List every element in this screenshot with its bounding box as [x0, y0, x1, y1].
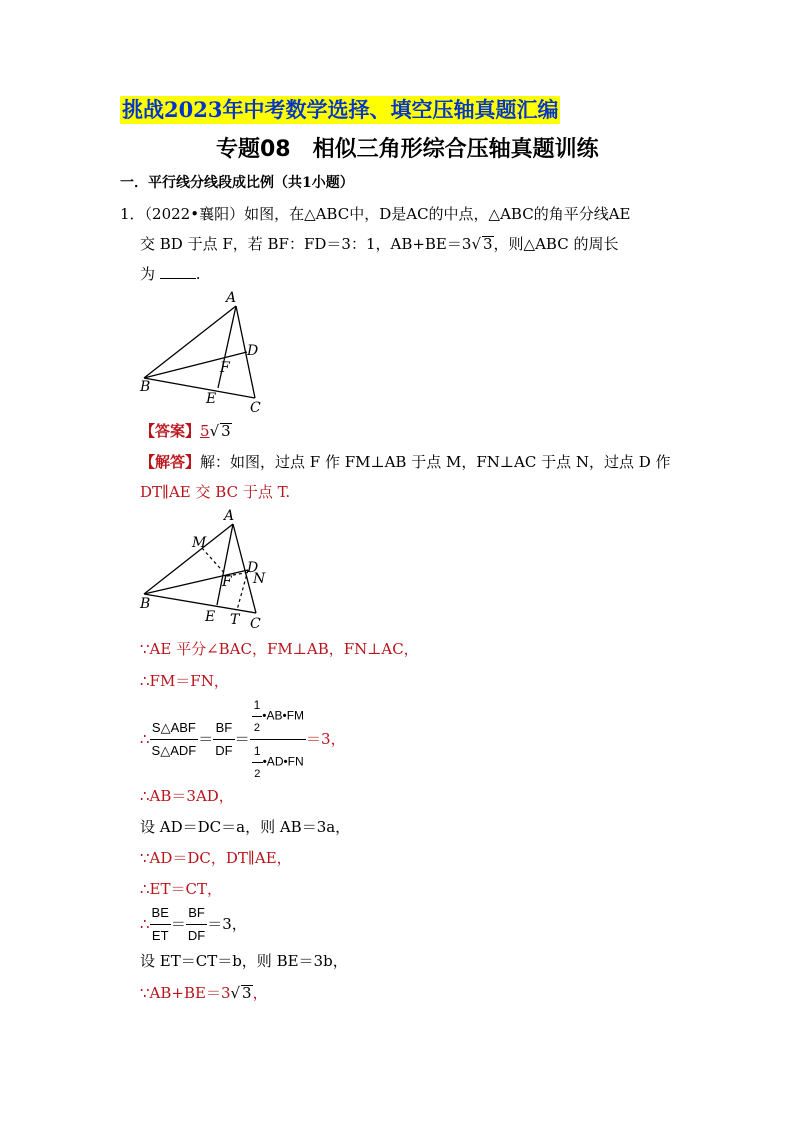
label-N: N: [253, 571, 266, 587]
step-7: ∴ET＝CT，: [140, 880, 222, 898]
fraction-half-products: $\frac{1}{2}$ •AB•FM $\frac{1}{2}$ •AD•FN: [250, 694, 306, 785]
solution-line-1: [140, 451, 671, 473]
step-3-area-ratio: ∴ $\frac{\text{S△ABF}}{\text{S△ADF}}$ ＝ $\frac{BF}{DF}$ ＝ $\frac{1}{2}$ •AB•FM $\frac{1}{2}$ •AD•FN ＝3，: [140, 704, 346, 774]
label-B: B: [140, 596, 151, 612]
label-A: A: [224, 508, 235, 524]
segment-DT: [237, 570, 248, 610]
answer-coefficient: 5: [200, 422, 210, 440]
segment-AE: [217, 524, 233, 605]
label-C: C: [250, 400, 261, 416]
solution-text-1: 解：如图，过点 F 作 FM⊥AB 于点 M，FN⊥AC 于点 N，过点 D 作: [200, 453, 671, 471]
problem-sqrt-radicand: 3: [483, 235, 493, 253]
problem-line-1: [120, 203, 630, 225]
label-F: F: [220, 360, 230, 376]
segment-BD: [144, 352, 247, 378]
problem-line-2: 交 BD 于点 F，若 BF：FD＝3：1，AB+BE＝3√ 3，则△ABC 的周长: [140, 235, 619, 253]
label-C: C: [250, 616, 261, 632]
step-2: ∴FM＝FN，: [140, 672, 229, 690]
answer-tag: 【答案】: [140, 422, 201, 440]
segment-FM: [202, 548, 227, 576]
answer-blank: [160, 264, 196, 279]
triangle-figure-2: [136, 506, 276, 636]
label-E: E: [205, 609, 216, 625]
step-4: ∴AB＝3AD，: [140, 787, 234, 805]
label-B: B: [140, 379, 151, 395]
problem-text-2a: 交 BD 于点 F，若 BF：FD＝3：1，AB+BE＝3: [140, 235, 472, 253]
label-E: E: [206, 391, 217, 407]
step-8-ratio: ∴ $\frac{BE}{ET}$ ＝ $\frac{BF}{DF}$ ＝3，: [140, 904, 247, 944]
problem-text-2c: ，则△ABC 的周长: [493, 235, 619, 253]
solution-line-2: DT∥AE 交 BC 于点 T.: [140, 483, 291, 501]
step-6: ∵AD＝DC，DT∥AE，: [140, 849, 292, 867]
problem-text-1: （2022•襄阳）如图，在△ABC中，D是AC的中点，△ABC的角平分线AE: [144, 205, 631, 223]
step-1: ∵AE 平分∠BAC，FM⊥AB，FN⊥AC，: [140, 640, 419, 658]
problem-line-3: 为 .: [140, 265, 201, 283]
collection-banner: 挑战2023年中考数学选择、填空压轴真题汇编: [122, 97, 559, 122]
label-T: T: [230, 612, 240, 628]
label-M: M: [192, 535, 207, 551]
label-A: A: [226, 290, 237, 306]
label-D: D: [247, 343, 259, 359]
fraction-bf-df-2: $\frac{BF}{DF}$: [186, 902, 207, 947]
fraction-bf-df: $\frac{BF}{DF}$: [213, 717, 234, 762]
answer-line: 【答案】5√ 3: [140, 422, 231, 440]
triangle-figure-1: [136, 286, 276, 416]
step-5: 设 AD＝DC＝a，则 AB＝3a，: [140, 818, 351, 836]
problem-text-3: 为: [140, 265, 156, 283]
topic-title: 专题08 相似三角形综合压轴真题训练: [216, 137, 599, 162]
step-9: 设 ET＝CT＝b，则 BE＝3b，: [140, 952, 348, 970]
fraction-area-ratio: $\frac{\text{S△ABF}}{\text{S△ADF}}$: [150, 717, 199, 762]
section-heading: 一．平行线分线段成比例（共1小题）: [120, 175, 354, 191]
solution-tag: 【解答】: [140, 453, 201, 471]
segment-BC: [144, 378, 255, 398]
problem-number: 1．: [120, 205, 145, 223]
segment-BC: [144, 594, 256, 613]
answer-radicand: 3: [221, 422, 231, 440]
fraction-be-et: $\frac{BE}{ET}$: [150, 902, 171, 947]
label-D: D: [247, 560, 259, 576]
label-F: F: [222, 574, 232, 590]
step-10: ∵AB+BE＝3√ 3，: [140, 984, 268, 1002]
